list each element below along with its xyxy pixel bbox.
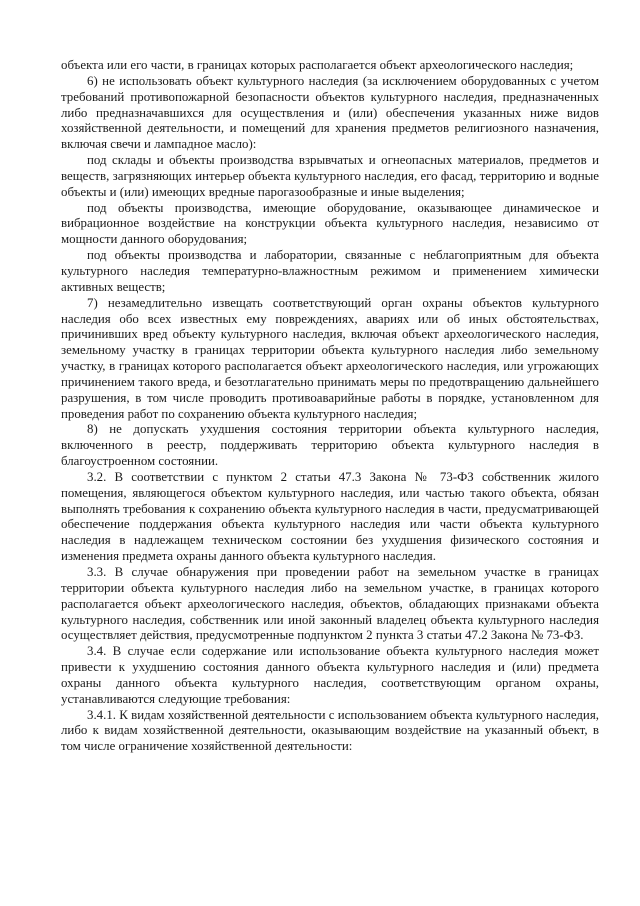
paragraph-dynamic-equipment: под объекты производства, имеющие оборудование, оказывающее динамическое и вибрационное воздействие на конструкции объекта культурного наследия, независимо от мощности данного оборудования; (61, 200, 599, 247)
paragraph-item-7: 7) незамедлительно извещать соответствующий орган охраны объектов культурного наследия обо всех известных ему повреждениях, авариях или об иных обстоятельствах, причинивших вред объекту культурного наследия, включая объект археологического наследия, земельному участку в границах территории объекта культурного наследия либо земельному участку, в границах которого располагается объект археологического наследия, или угрожающих причинением такого вреда, и безотлагательно принимать меры по предотвращению дальнейшего разрушения, в том числе проводить противоаварийные работы в порядке, установленном для проведения работ по сохранению объекта культурного наследия; (61, 295, 599, 421)
paragraph-continuation: объекта или его части, в границах которых располагается объект археологического наследия; (61, 58, 574, 72)
paragraph-3-4-1: 3.4.1. К видам хозяйственной деятельности с использованием объекта культурного наследия, либо к видам хозяйственной деятельности, оказывающим воздействие на указанный объект, в том числе ограничение хозяйственной деятельности: (61, 707, 599, 754)
paragraph-laboratories: под объекты производства и лаборатории, связанные с неблагоприятным для объекта культурного наследия температурно-влажностным режимом и применением химически активных веществ; (61, 248, 599, 294)
paragraph-3-4: 3.4. В случае если содержание или использование объекта культурного наследия может привести к ухудшению состояния данного объекта культурного наследия и (или) предмета охраны данного объекта культурного наследия, соответствующим органом охраны, устанавливаются следующие требования: (61, 644, 599, 706)
paragraph-warehouses: под склады и объекты производства взрывчатых и огнеопасных материалов, предметов и веществ, загрязняющих интерьер объекта культурного наследия, его фасад, территорию и водные объекты и (или) имеющих вредные парогазообразные и иные выделения; (61, 153, 599, 199)
paragraph-3-2: 3.2. В соответствии с пунктом 2 статьи 47.3 Закона № 73-ФЗ собственник жилого помещения, являющегося объектом культурного наследия, или частью такого объекта, обязан выполнять требования к сохранению объекта культурного наследия в части, предусматривающей обеспечение поддержания объекта культурного наследия или части объекта культурного наследия в надлежащем техническом состоянии без ухудшения физического состояния и изменения предмета охраны данного объекта культурного наследия. (61, 469, 599, 564)
document-page (61, 58, 599, 755)
paragraph-3-3: 3.3. В случае обнаружения при проведении работ на земельном участке в границах территории объекта культурного наследия либо на земельном участке, в границах которого располагается объект археологического наследия, объектов, обладающих признаками объекта культурного наследия, собственник или иной законный владелец объекта культурного наследия осуществляет действия, предусмотренные подпунктом 2 пункта 3 статьи 47.2 Закона № 73-ФЗ. (61, 565, 599, 643)
paragraph-item-6: 6) не использовать объект культурного наследия (за исключением оборудованных с учетом требований противопожарной безопасности объектов культурного наследия, предназначенных либо предназначавшихся для осуществления и (или) обеспечения указанных ниже видов хозяйственной деятельности, и помещений для хранения предметов религиозного назначения, включая свечи и лампадное масло): (61, 73, 599, 152)
paragraph-item-8: 8) не допускать ухудшения состояния территории объекта культурного наследия, включенного в реестр, поддерживать территорию объекта культурного наследия в благоустроенном состоянии. (61, 422, 599, 469)
